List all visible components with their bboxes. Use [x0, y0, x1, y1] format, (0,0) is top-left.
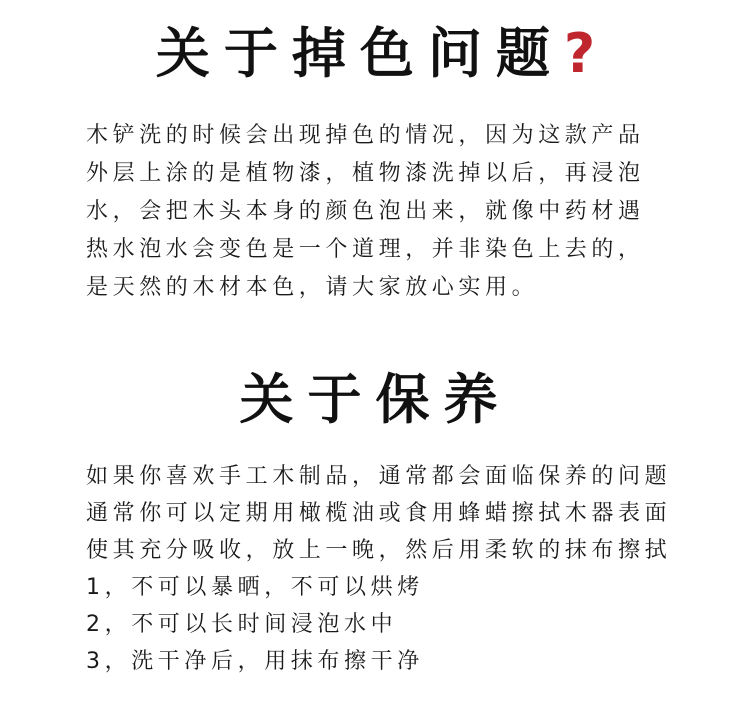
- paragraph-line: 使其充分吸收，放上一晚，然后用柔软的抹布擦拭: [86, 538, 672, 563]
- fading-explanation-paragraph: [86, 117, 686, 307]
- care-rule-item: 2，不可以长时间浸泡水中: [86, 612, 398, 637]
- paragraph-line: 是天然的木材本色，请大家放心实用。: [86, 275, 539, 300]
- paragraph-line: 如果你喜欢手工木制品，通常都会面临保养的问题: [86, 464, 672, 489]
- paragraph-line: 通常你可以定期用橄榄油或食用蜂蜡擦拭木器表面: [86, 501, 672, 526]
- care-rule-item: 1，不可以暴晒，不可以烘烤: [86, 575, 424, 600]
- care-instructions-paragraph: [86, 458, 686, 680]
- paragraph-line: 木铲洗的时候会出现掉色的情况，因为这款产品: [86, 123, 645, 148]
- fading-section-title: [0, 24, 751, 84]
- fading-title-text: 关于掉色问题: [155, 22, 564, 85]
- care-title-text: 关于保养: [239, 368, 512, 431]
- paragraph-line: 水，会把木头本身的颜色泡出来，就像中药材遇: [86, 199, 645, 224]
- paragraph-line: 热水泡水会变色是一个道理，并非染色上去的，: [86, 237, 645, 262]
- paragraph-line: 外层上涂的是植物漆，植物漆洗掉以后，再浸泡: [86, 161, 645, 186]
- question-mark-icon: ?: [563, 22, 596, 85]
- care-section-title: [0, 370, 751, 430]
- care-rule-item: 3，洗干净后，用抹布擦干净: [86, 649, 424, 674]
